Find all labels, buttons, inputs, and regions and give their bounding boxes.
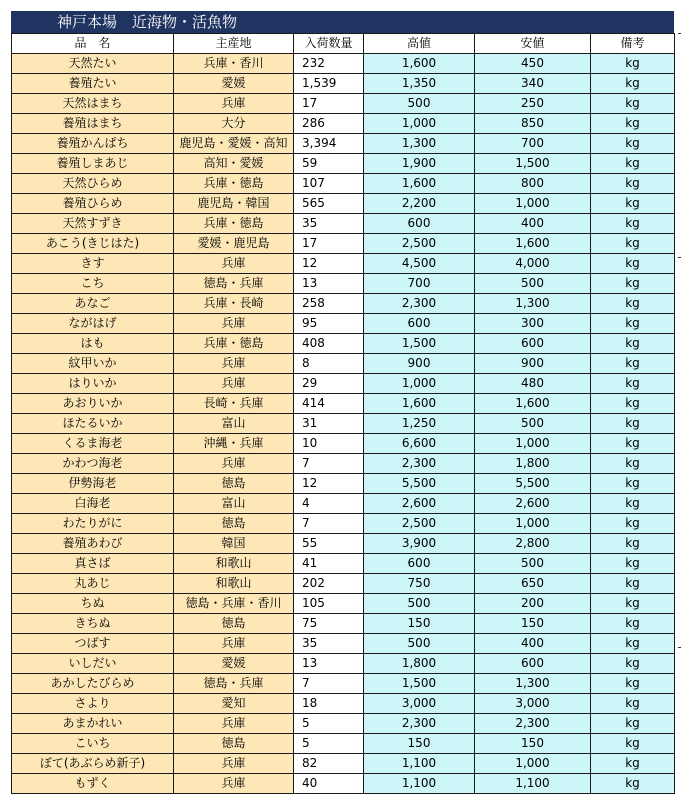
cell-origin: 徳島 (174, 614, 294, 634)
cell-origin: 高知・愛媛 (174, 154, 294, 174)
cell-note: kg (591, 694, 675, 714)
cell-fish-name: さより (12, 694, 174, 714)
cell-note: kg (591, 474, 675, 494)
cell-note: kg (591, 654, 675, 674)
cell-origin: 徳島・兵庫・香川 (174, 594, 294, 614)
table-row (12, 294, 675, 314)
cell-quantity: 41 (294, 554, 364, 574)
cell-fish-name: ちぬ (12, 594, 174, 614)
cell-note: kg (591, 194, 675, 214)
cell-quantity: 5 (294, 714, 364, 734)
cell-low-price: 300 (475, 314, 591, 334)
cell-origin: 兵庫 (174, 774, 294, 794)
cell-fish-name: わたりがに (12, 514, 174, 534)
column-header-origin: 主産地 (174, 34, 294, 54)
cell-high-price: 3,900 (364, 534, 475, 554)
market-price-sheet (11, 11, 674, 794)
cell-low-price: 1,600 (475, 234, 591, 254)
cell-fish-name: 養殖たい (12, 74, 174, 94)
cell-quantity: 105 (294, 594, 364, 614)
cell-fish-name: もずく (12, 774, 174, 794)
table-row (12, 194, 675, 214)
table-row (12, 734, 675, 754)
table-row (12, 274, 675, 294)
cell-high-price: 1,000 (364, 114, 475, 134)
cell-origin: 富山 (174, 494, 294, 514)
cell-fish-name: 天然すずき (12, 214, 174, 234)
cell-quantity: 13 (294, 654, 364, 674)
cell-fish-name: ぼて(あぶらめ新子) (12, 754, 174, 774)
cell-note: kg (591, 94, 675, 114)
table-row (12, 554, 675, 574)
cell-fish-name: あかしたびらめ (12, 674, 174, 694)
cell-low-price: 500 (475, 274, 591, 294)
cell-note: kg (591, 334, 675, 354)
cell-origin: 愛媛・鹿児島 (174, 234, 294, 254)
cell-low-price: 1,300 (475, 294, 591, 314)
column-header-high-price: 高値 (364, 34, 475, 54)
table-row (12, 654, 675, 674)
cell-note: kg (591, 74, 675, 94)
cell-high-price: 500 (364, 594, 475, 614)
cell-quantity: 3,394 (294, 134, 364, 154)
cell-low-price: 1,100 (475, 774, 591, 794)
cell-note: kg (591, 234, 675, 254)
cell-note: kg (591, 754, 675, 774)
cell-fish-name: 紋甲いか (12, 354, 174, 374)
cell-high-price: 2,500 (364, 234, 475, 254)
table-row (12, 134, 675, 154)
cell-note: kg (591, 314, 675, 334)
cell-high-price: 1,600 (364, 174, 475, 194)
cell-high-price: 500 (364, 94, 475, 114)
cell-high-price: 750 (364, 574, 475, 594)
edge-tick (678, 257, 681, 258)
cell-quantity: 7 (294, 514, 364, 534)
cell-high-price: 1,600 (364, 394, 475, 414)
cell-origin: 鹿児島・愛媛・高知 (174, 134, 294, 154)
table-row (12, 754, 675, 774)
cell-low-price: 4,000 (475, 254, 591, 274)
cell-quantity: 12 (294, 254, 364, 274)
cell-quantity: 35 (294, 634, 364, 654)
cell-note: kg (591, 634, 675, 654)
cell-origin: 徳島 (174, 474, 294, 494)
cell-high-price: 1,100 (364, 754, 475, 774)
cell-quantity: 10 (294, 434, 364, 454)
cell-origin: 兵庫・徳島 (174, 214, 294, 234)
cell-quantity: 286 (294, 114, 364, 134)
cell-quantity: 82 (294, 754, 364, 774)
cell-origin: 徳島・兵庫 (174, 674, 294, 694)
cell-quantity: 17 (294, 234, 364, 254)
cell-fish-name: 天然はまち (12, 94, 174, 114)
cell-fish-name: はりいか (12, 374, 174, 394)
cell-quantity: 95 (294, 314, 364, 334)
cell-low-price: 400 (475, 634, 591, 654)
table-row (12, 154, 675, 174)
cell-low-price: 600 (475, 334, 591, 354)
cell-quantity: 107 (294, 174, 364, 194)
cell-quantity: 8 (294, 354, 364, 374)
cell-low-price: 480 (475, 374, 591, 394)
cell-origin: 和歌山 (174, 554, 294, 574)
edge-tick (678, 33, 681, 34)
cell-fish-name: こち (12, 274, 174, 294)
cell-fish-name: 丸あじ (12, 574, 174, 594)
cell-note: kg (591, 114, 675, 134)
cell-fish-name: きす (12, 254, 174, 274)
cell-quantity: 75 (294, 614, 364, 634)
cell-high-price: 2,300 (364, 714, 475, 734)
cell-low-price: 850 (475, 114, 591, 134)
cell-high-price: 2,300 (364, 454, 475, 474)
cell-note: kg (591, 554, 675, 574)
cell-fish-name: 養殖しまあじ (12, 154, 174, 174)
cell-origin: 兵庫 (174, 374, 294, 394)
cell-quantity: 7 (294, 674, 364, 694)
table-row (12, 434, 675, 454)
cell-low-price: 650 (475, 574, 591, 594)
cell-quantity: 31 (294, 414, 364, 434)
cell-quantity: 17 (294, 94, 364, 114)
cell-origin: 兵庫・徳島 (174, 174, 294, 194)
cell-high-price: 700 (364, 274, 475, 294)
cell-note: kg (591, 534, 675, 554)
cell-fish-name: 伊勢海老 (12, 474, 174, 494)
table-row (12, 334, 675, 354)
column-header-quantity: 入荷数量 (294, 34, 364, 54)
cell-fish-name: 養殖かんぱち (12, 134, 174, 154)
cell-origin: 兵庫 (174, 94, 294, 114)
table-row (12, 374, 675, 394)
cell-origin: 沖縄・兵庫 (174, 434, 294, 454)
table-row (12, 394, 675, 414)
cell-low-price: 500 (475, 414, 591, 434)
table-row (12, 594, 675, 614)
cell-high-price: 1,600 (364, 54, 475, 74)
cell-note: kg (591, 394, 675, 414)
table-row (12, 74, 675, 94)
cell-low-price: 340 (475, 74, 591, 94)
cell-quantity: 40 (294, 774, 364, 794)
cell-high-price: 6,600 (364, 434, 475, 454)
cell-note: kg (591, 454, 675, 474)
cell-origin: 富山 (174, 414, 294, 434)
cell-low-price: 3,000 (475, 694, 591, 714)
cell-fish-name: 真さば (12, 554, 174, 574)
cell-quantity: 202 (294, 574, 364, 594)
cell-high-price: 2,600 (364, 494, 475, 514)
cell-fish-name: はも (12, 334, 174, 354)
cell-quantity: 232 (294, 54, 364, 74)
cell-fish-name: つばす (12, 634, 174, 654)
cell-origin: 兵庫・長崎 (174, 294, 294, 314)
cell-low-price: 1,500 (475, 154, 591, 174)
cell-high-price: 600 (364, 314, 475, 334)
cell-fish-name: あおりいか (12, 394, 174, 414)
cell-origin: 徳島・兵庫 (174, 274, 294, 294)
cell-high-price: 2,300 (364, 294, 475, 314)
cell-quantity: 258 (294, 294, 364, 314)
table-row (12, 54, 675, 74)
cell-fish-name: かわつ海老 (12, 454, 174, 474)
table-row (12, 714, 675, 734)
cell-origin: 兵庫 (174, 754, 294, 774)
cell-low-price: 1,000 (475, 514, 591, 534)
cell-quantity: 55 (294, 534, 364, 554)
cell-low-price: 1,800 (475, 454, 591, 474)
cell-low-price: 600 (475, 654, 591, 674)
cell-low-price: 500 (475, 554, 591, 574)
cell-high-price: 1,900 (364, 154, 475, 174)
cell-high-price: 1,250 (364, 414, 475, 434)
table-row (12, 634, 675, 654)
table-row (12, 694, 675, 714)
cell-high-price: 4,500 (364, 254, 475, 274)
cell-origin: 徳島 (174, 734, 294, 754)
cell-note: kg (591, 434, 675, 454)
table-row (12, 414, 675, 434)
cell-fish-name: 天然たい (12, 54, 174, 74)
cell-high-price: 5,500 (364, 474, 475, 494)
cell-quantity: 35 (294, 214, 364, 234)
cell-note: kg (591, 354, 675, 374)
cell-fish-name: いしだい (12, 654, 174, 674)
cell-note: kg (591, 594, 675, 614)
cell-quantity: 414 (294, 394, 364, 414)
cell-quantity: 4 (294, 494, 364, 514)
cell-origin: 徳島 (174, 514, 294, 534)
cell-low-price: 5,500 (475, 474, 591, 494)
cell-high-price: 2,500 (364, 514, 475, 534)
cell-high-price: 500 (364, 634, 475, 654)
cell-note: kg (591, 714, 675, 734)
cell-origin: 愛媛 (174, 654, 294, 674)
cell-low-price: 800 (475, 174, 591, 194)
cell-fish-name: あまかれい (12, 714, 174, 734)
cell-fish-name: こいち (12, 734, 174, 754)
cell-high-price: 150 (364, 734, 475, 754)
table-row (12, 234, 675, 254)
cell-high-price: 1,800 (364, 654, 475, 674)
cell-fish-name: 養殖あわび (12, 534, 174, 554)
cell-high-price: 150 (364, 614, 475, 634)
cell-low-price: 250 (475, 94, 591, 114)
table-body (12, 54, 675, 794)
cell-note: kg (591, 414, 675, 434)
cell-high-price: 1,100 (364, 774, 475, 794)
cell-note: kg (591, 374, 675, 394)
cell-origin: 兵庫 (174, 254, 294, 274)
cell-fish-name: 養殖はまち (12, 114, 174, 134)
cell-quantity: 565 (294, 194, 364, 214)
cell-note: kg (591, 494, 675, 514)
cell-origin: 兵庫・徳島 (174, 334, 294, 354)
cell-note: kg (591, 134, 675, 154)
cell-low-price: 400 (475, 214, 591, 234)
table-row (12, 474, 675, 494)
cell-low-price: 2,800 (475, 534, 591, 554)
cell-low-price: 1,000 (475, 194, 591, 214)
table-row (12, 574, 675, 594)
cell-note: kg (591, 254, 675, 274)
cell-low-price: 2,600 (475, 494, 591, 514)
cell-fish-name: あなご (12, 294, 174, 314)
cell-fish-name: ながはげ (12, 314, 174, 334)
edge-tick (678, 647, 681, 648)
cell-low-price: 1,000 (475, 754, 591, 774)
cell-note: kg (591, 54, 675, 74)
column-header-note: 備考 (591, 34, 675, 54)
cell-note: kg (591, 574, 675, 594)
cell-origin: 兵庫 (174, 354, 294, 374)
table-row (12, 674, 675, 694)
table-row (12, 214, 675, 234)
cell-note: kg (591, 154, 675, 174)
cell-quantity: 408 (294, 334, 364, 354)
cell-high-price: 1,300 (364, 134, 475, 154)
cell-note: kg (591, 734, 675, 754)
cell-note: kg (591, 274, 675, 294)
cell-quantity: 59 (294, 154, 364, 174)
sheet-title: 神戸本場 近海物・活魚物 (11, 11, 674, 33)
cell-quantity: 18 (294, 694, 364, 714)
cell-low-price: 450 (475, 54, 591, 74)
table-row (12, 354, 675, 374)
table-row (12, 774, 675, 794)
cell-high-price: 600 (364, 214, 475, 234)
table-row (12, 494, 675, 514)
table-row (12, 174, 675, 194)
cell-low-price: 150 (475, 734, 591, 754)
cell-origin: 大分 (174, 114, 294, 134)
cell-origin: 鹿児島・韓国 (174, 194, 294, 214)
cell-fish-name: ほたるいか (12, 414, 174, 434)
table-row (12, 614, 675, 634)
table-row (12, 534, 675, 554)
table-row (12, 314, 675, 334)
cell-high-price: 3,000 (364, 694, 475, 714)
cell-low-price: 1,300 (475, 674, 591, 694)
column-header-low-price: 安値 (475, 34, 591, 54)
cell-quantity: 13 (294, 274, 364, 294)
cell-note: kg (591, 174, 675, 194)
cell-origin: 和歌山 (174, 574, 294, 594)
price-table (11, 33, 675, 794)
cell-note: kg (591, 614, 675, 634)
cell-quantity: 1,539 (294, 74, 364, 94)
cell-low-price: 700 (475, 134, 591, 154)
cell-origin: 韓国 (174, 534, 294, 554)
table-header-row (12, 34, 675, 54)
cell-fish-name: あこう(きじはた) (12, 234, 174, 254)
table-row (12, 454, 675, 474)
cell-fish-name: 天然ひらめ (12, 174, 174, 194)
cell-origin: 兵庫・香川 (174, 54, 294, 74)
table-row (12, 514, 675, 534)
cell-high-price: 1,500 (364, 334, 475, 354)
cell-origin: 兵庫 (174, 314, 294, 334)
cell-origin: 兵庫 (174, 454, 294, 474)
cell-high-price: 1,500 (364, 674, 475, 694)
cell-note: kg (591, 214, 675, 234)
cell-fish-name: 白海老 (12, 494, 174, 514)
cell-low-price: 200 (475, 594, 591, 614)
cell-origin: 愛知 (174, 694, 294, 714)
cell-high-price: 600 (364, 554, 475, 574)
cell-high-price: 900 (364, 354, 475, 374)
column-header-name: 品 名 (12, 34, 174, 54)
table-row (12, 254, 675, 274)
cell-quantity: 29 (294, 374, 364, 394)
cell-low-price: 900 (475, 354, 591, 374)
cell-fish-name: きちぬ (12, 614, 174, 634)
cell-low-price: 2,300 (475, 714, 591, 734)
cell-note: kg (591, 774, 675, 794)
cell-high-price: 1,000 (364, 374, 475, 394)
cell-quantity: 12 (294, 474, 364, 494)
cell-high-price: 2,200 (364, 194, 475, 214)
cell-note: kg (591, 514, 675, 534)
cell-low-price: 150 (475, 614, 591, 634)
cell-fish-name: 養殖ひらめ (12, 194, 174, 214)
cell-quantity: 7 (294, 454, 364, 474)
cell-low-price: 1,000 (475, 434, 591, 454)
cell-quantity: 5 (294, 734, 364, 754)
cell-origin: 兵庫 (174, 714, 294, 734)
cell-fish-name: くるま海老 (12, 434, 174, 454)
table-row (12, 114, 675, 134)
cell-origin: 長崎・兵庫 (174, 394, 294, 414)
cell-high-price: 1,350 (364, 74, 475, 94)
cell-origin: 兵庫 (174, 634, 294, 654)
cell-origin: 愛媛 (174, 74, 294, 94)
cell-note: kg (591, 674, 675, 694)
cell-note: kg (591, 294, 675, 314)
table-row (12, 94, 675, 114)
cell-low-price: 1,600 (475, 394, 591, 414)
